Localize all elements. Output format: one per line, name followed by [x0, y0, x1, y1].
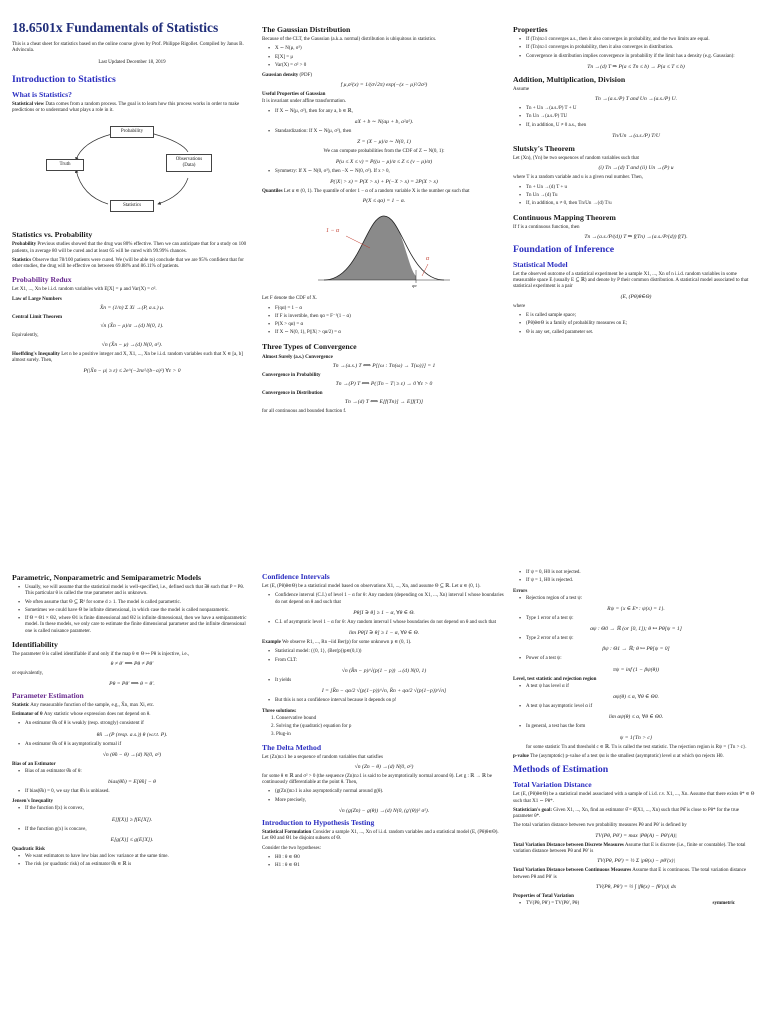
quantile-bullets [268, 306, 506, 337]
list-item: • A test ψ has level α if [519, 684, 759, 690]
list-item: • More precisely, [268, 798, 506, 804]
heading-clt: Central Limit Theorem [12, 314, 63, 320]
example-formula: √n (R̄n − p)/√(p(1 − p)) →(d) N(0, 1) [341, 668, 427, 675]
consistent-formula: θ̂n →(P (resp. a.s.)) θ (w.r.t. P). [96, 731, 168, 738]
column-5 [262, 568, 506, 1024]
yields-formula: I = [R̄n − qα/2 √(p(1−p))/√n, R̄n + qα/2 √(p(1−p))/√n] [321, 688, 447, 695]
delta-bullets [268, 789, 506, 804]
heading-identifiability: Identifiability [12, 640, 58, 650]
list-item: • X ∼ N(μ, σ²) [268, 46, 506, 52]
density-formula: f μ,σ²(x) = 1/(σ√2π) exp(−(x − μ)²/2σ²) [340, 82, 428, 89]
tvd-discrete-formula: TV(Pθ, Pθ′) = ½ Σ |pθ(x) − pθ′(x)| [597, 858, 675, 865]
list-item: • Usually, we will assume that the statistical model is well-specified, i.e., defined such that ∃θ such that P = Pθ. This particular θ is called the true parameter and is unknown. [18, 585, 252, 598]
heading-stat-model: Statistical Model [513, 259, 568, 269]
equivalently: Equivalently, [12, 332, 39, 338]
list-item: • If bias(θ̂n) = 0, we say that θ̂n is unbiased. [18, 789, 252, 795]
list-item: • Confidence interval (C.I.) of level 1 − α for θ: Any random (depending on X1, ..., Xn) interval I whose boundaries do not depend on θ and such that [268, 593, 506, 606]
tvd-definition: The total variation distance between two probability measures Pθ and Pθ′ is defined by [513, 823, 687, 829]
heading-parametric: Parametric, Nonparametric and Semiparametric Models [12, 573, 202, 582]
jensen-convex-formula: E[f(X)] ≥ f(E[X]). [111, 816, 153, 823]
list-item: • E is called sample space; [519, 313, 759, 319]
heading-hypothesis-testing: Introduction to Hypothesis Testing [262, 818, 375, 828]
type1-list [519, 616, 759, 622]
box-probability: Probability [110, 126, 154, 138]
lln-formula: X̄n = (1/n) Σ Xi →(P, a.s.) μ. [99, 304, 165, 311]
type2-formula: βψ : Θ1 → ℝ; θ ↦ Pθ[ψ = 0] [602, 646, 670, 653]
list-item: • Tn Un →(d) Tu [519, 193, 759, 199]
list-item: • If, in addition, U ≠ 0 a.s., then [519, 123, 759, 129]
type2-list [519, 636, 759, 642]
list-item: • Sometimes we could have Θ be infinite dimensional, in which case the model is called nonparametric. [18, 608, 252, 614]
stat-model-formula: (E, (Pθ)θ∈Θ) [620, 293, 652, 300]
box-statistics: Statistics [110, 200, 154, 212]
symmetry-list [268, 169, 506, 175]
level-formula-3: ψ = 1{Tn > c} [619, 734, 653, 741]
unbiased-list [18, 789, 252, 795]
solutions-list [276, 716, 506, 739]
redux-text: Let X1, ..., Xn be i.i.d. random variables with E[X] = μ and Var(X) = σ². [12, 286, 157, 292]
slutsky-where: where T is a random variable and u is a given real number. Then, [513, 175, 643, 181]
where: where [513, 303, 526, 309]
level-list-2 [519, 704, 759, 710]
ci-formula-2: lim Pθ[I ∋ θ] ≥ 1 − α, ∀θ ∈ Θ. [348, 630, 420, 637]
list-item: • If X ∼ N(0, 1), P(|X| > qα/2) = α [268, 330, 506, 336]
heading-tvd: Total Variation Distance [513, 780, 592, 790]
division-formula: Tn/Un →(a.s./P) T/U [612, 133, 660, 140]
estimator-def: Estimator of θ Any statistic whose expression does not depend on θ. [12, 711, 151, 717]
list-item: • Type 2 error of a test ψ: [519, 636, 759, 642]
statistic-def: Statistic Any measurable function of the sample, e.g., X̄n, max Xi, etc. [12, 702, 155, 708]
statistics-example: Statistics Observe that 78/100 patients were cured. We (will be able to) conclude that we are 95% confident that for other studies, the drug will be effective on between 69.88% and 86.11% of patients. [12, 258, 244, 270]
sheet-title: 18.6501x Fundamentals of Statistics [12, 20, 219, 35]
list-item: 2. Solving the (quadratic) equation for p [276, 724, 506, 730]
heading-gaussian: The Gaussian Distribution [262, 25, 351, 34]
ci-formula-1: Pθ[I ∋ θ] ≥ 1 − α, ∀θ ∈ Θ. [353, 609, 415, 616]
heading-three-solutions: Three solutions: [262, 708, 297, 714]
affine-formula: aX + b ∼ N(aμ + b, a²σ²). [354, 119, 414, 126]
list-item: • Θ is any set, called parameter set. [519, 330, 759, 336]
list-item: • P(X > qα) = α [268, 322, 506, 328]
list-item: • C.I. of asymptotic level 1 − α for θ: Any random interval I whose boundaries do not depend on θ and such that [268, 620, 506, 626]
slutsky-formula: (i) Tn →(d) T and (ii) Un →(P) u [598, 165, 674, 172]
list-item: • It yields [268, 678, 506, 684]
heading-jensen: Jensen's Inequality [12, 799, 53, 805]
prob-formula: Tn →(P) T ⟺ P(|Tn − T| ≥ ε) → 0 ∀ε > 0 [335, 380, 433, 387]
jensen-convex-list [18, 806, 252, 812]
heading-confidence-intervals: Confidence Intervals [262, 572, 330, 581]
heading-what-is-statistics: What is Statistics? [12, 89, 72, 99]
bias-list [18, 769, 252, 775]
level-list-3 [519, 724, 759, 730]
list-item: • Statistical model: ({0, 1}, (Ber(p))p∈(0,1)) [268, 649, 506, 655]
example-bullets [268, 649, 506, 664]
heading-stats-vs-prob: Statistics vs. Probability [12, 230, 93, 240]
or-equivalently: or equivalently, [12, 671, 44, 677]
list-item: • H0 : θ ∈ Θ0 [268, 855, 506, 861]
tvd-formula: TV(Pθ, Pθ′) = max |Pθ(A) − Pθ′(A)| [595, 832, 677, 839]
list-item: • TV(Pθ, Pθ′) = TV(Pθ′, Pθ) symmetric [519, 901, 759, 907]
standardization-list [268, 129, 506, 135]
list-item: • If the function g(x) is concave, [18, 827, 252, 833]
column-3 [513, 20, 759, 548]
list-item: • Convergence in distribution implies convergence in probability if the limit has a density (e.g. Gaussian): [519, 54, 759, 60]
useful-text: It is invariant under affine transformation. [262, 99, 347, 105]
list-item: 1. Conservative bound [276, 716, 506, 722]
list-item: • Tn Un →(a.s./P) TU [519, 114, 759, 120]
heading-tv-properties: Properties of Total Variation [513, 893, 574, 899]
addition-bullets [519, 106, 759, 129]
properties-bullets [519, 37, 759, 60]
column-1 [12, 20, 252, 548]
tvd-text: Let (E, (Pθ)θ∈Θ) be a statistical model associated with a sample of i.i.d. r.v. X1, ..., Xn. Assume that there exists θ* ∈ Θ such that X1 ∼ Pθ*. [513, 792, 755, 804]
tvd-continuous-formula: TV(Pθ, Pθ′) = ½ ∫ |fθ(x) − fθ′(x)| dx [595, 883, 677, 890]
list-item: • In general, a test has the form [519, 724, 759, 730]
heading-as-convergence: Almost Surely (a.s.) Convergence [262, 354, 333, 360]
list-item: • The risk (or quadratic risk) of an estimator θ̂n ∈ ℝ is [18, 862, 252, 868]
list-item: 3. Plug-in [276, 732, 506, 738]
type1-formula: αψ : Θ0 → ℝ (or [0, 1]); θ ↦ Pθ[ψ = 1] [590, 626, 682, 633]
heading-delta-method: The Delta Method [262, 742, 322, 752]
rejection-bullets [519, 570, 759, 585]
column-6 [513, 568, 759, 1024]
statistics-cycle-diagram [32, 118, 232, 218]
list-item: • Type 1 error of a test ψ: [519, 616, 759, 622]
rejection-region-list [519, 596, 759, 602]
heading-convergence: Three Types of Convergence [262, 341, 357, 351]
level-formula-1: αψ(θ) ≤ α, ∀θ ∈ Θ0. [613, 694, 659, 701]
list-item: • We want estimators to have low bias and low variance at the same time. [18, 854, 252, 860]
hoeffding-formula: P(|X̄n − μ| ≥ ε) ≤ 2e^(−2nε²/(b−a)²) ∀ε > 0 [83, 367, 181, 374]
list-item: • But this is not a confidence interval because it depends on p! [268, 698, 506, 704]
clt-formula: √n (X̄n − μ)/σ →(d) N(0, 1). [100, 322, 164, 329]
delta-text: Let (Zn)n≥1 be a sequence of random variables that satisfies [262, 754, 383, 760]
as-formula: Tn →(a.s.) T ⟺ P[{ω : Tn(ω) → T(ω)}] = 1 [332, 362, 436, 369]
bell-curve-figure [304, 208, 464, 288]
heading-level: Level, test statistic and rejection region [513, 676, 597, 682]
example: Example We observe R1, ..., Rn ~iid Ber(p) for some unknown p ∈ (0, 1). [262, 640, 412, 646]
jensen-concave-formula: E[g(X)] ≤ g(E[X]). [110, 837, 154, 844]
list-item: • If (Tn)n≥1 converges in probability, then it also converges in distribution. [519, 45, 759, 51]
gaussian-bullets [268, 46, 506, 69]
column-4 [12, 568, 252, 1024]
list-item: • Rejection region of a test ψ: [519, 596, 759, 602]
list-item: • If, in addition, u ≠ 0, then Tn/Un →(d) T/u [519, 201, 759, 207]
bias-formula: bias(θ̂n) = E[θ̂n] − θ [108, 779, 156, 786]
delta-text-2: for some θ ∈ ℝ and σ² > 0 (the sequence (Zn)n≥1 is said to be asymptotically normal around θ). Let g : ℝ → ℝ be continuously differentiable at the point θ. Then, [262, 773, 492, 786]
cmt-formula: Tn →(a.s./P/(d)) T ⇒ f(Tn) →(a.s./P/(d)) f(T). [584, 233, 688, 240]
assume-formula: Tn →(a.s./P) T and Un →(a.s./P) U. [594, 96, 678, 103]
ci-text: Let (E, (Pθ)θ∈Θ) be a statistical model based on observations X1, ..., Xn, and assume Θ ⊆ ℝ. Let α ∈ (0, 1). [262, 584, 481, 589]
list-item: • If the function f(x) is convex, [18, 806, 252, 812]
heading-errors: Errors [513, 588, 528, 594]
area-label: 1 − α [326, 228, 340, 235]
tvd-continuous: Total Variation Distance between Continuous Measures Assume that E is continuous. The total variation distance between Pθ and Pθ′ is [513, 868, 747, 880]
ident-formula-2: Pθ = Pθ′ ⟹ θ = θ′. [109, 680, 155, 687]
heading-prob-convergence: Convergence in Probability [262, 372, 321, 378]
list-item: • If F is invertible, then qα = F⁻¹(1 − α) [268, 314, 506, 320]
heading-prob-redux: Probability Redux [12, 274, 72, 284]
properties-formula: Tn →(d) T ⇒ P(a ≤ Tn ≤ b) → P(a ≤ T ≤ b) [587, 63, 685, 70]
p-value: p-value The (asymptotic) p-value of a test ψα is the smallest (asymptotic) level α at which ψα rejects H0. [513, 753, 724, 759]
box-truth: Truth [46, 159, 84, 171]
level-formula-2: lim αψ(θ) ≤ α, ∀θ ∈ Θ0. [608, 714, 664, 721]
tvd-discrete: Total Variation Distance between Discrete Measures Assume that E is discrete (i.e., finite or countable). The total variation distance between Pθ and Pθ′ is [513, 842, 746, 855]
column-2 [262, 20, 506, 548]
not-ci-list [268, 698, 506, 704]
tail-label: α [426, 256, 430, 263]
hyp-formulation: Statistical Formulation Consider a sample X1, ..., Xn of i.i.d. random variables and a statistical model (E, (Pθ)θ∈Θ). Let Θ0 and Θ1 be disjoint subsets of Θ. [262, 830, 499, 842]
list-item: • We often assume that Θ ⊆ ℝᵈ for some d ≥ 1. The model is called parametric. [18, 600, 252, 606]
heading-dist-convergence: Convergence in Distribution [262, 390, 323, 396]
delta-formula: √n (Zn − θ) →(d) N(0, σ²) [354, 763, 414, 770]
heading-cmt: Continuous Mapping Theorem [513, 212, 616, 222]
clt-formula-2: √n (X̄n − μ) →(d) N(0, σ²). [101, 342, 163, 349]
list-item: • If (Tn)n≥1 converges a.s., then it also converges in probability, and the two limits are equal. [519, 37, 759, 43]
heading-quadratic-risk: Quadratic Risk [12, 847, 45, 853]
heading-addition: Addition, Multiplication, Division [513, 74, 626, 84]
heading-properties: Properties [513, 25, 548, 34]
power-list [519, 656, 759, 662]
ci-list-2 [268, 620, 506, 626]
hyp-bullets [268, 855, 506, 870]
section-intro-statistics: Introduction to Statistics [12, 73, 116, 85]
consider: Consider the two hypotheses: [262, 845, 322, 851]
symmetry-formula: P(|X| > x) = P(X > x) + P(−X > x) = 2P(X > x) [330, 178, 438, 185]
list-item: • E[X] = μ [268, 55, 506, 61]
level-list-1 [519, 684, 759, 690]
list-item: • From CLT: [268, 658, 506, 664]
bell-curve [304, 208, 464, 288]
parametric-bullets [18, 585, 252, 635]
list-item: • Tn + Un →(d) T + u [519, 185, 759, 191]
tv-properties-list [519, 901, 759, 907]
list-item: • If ψ = 0, H0 is not rejected. [519, 570, 759, 576]
cdf-formula: P(u ≤ X ≤ v) = P((u − μ)/σ ≤ Z ≤ (v − μ)/σ) [335, 158, 433, 165]
symmetric-label: symmetric [712, 900, 735, 906]
list-item: • F(qα) = 1 − α [268, 306, 506, 312]
heading-slutsky: Slutsky's Theorem [513, 144, 575, 154]
stat-model-text: Let the observed outcome of a statistical experiment be a sample X1, ..., Xn of n i.i.d. random variables in some measurable space E (usually E ⊆ ℝ) and denote by P their common distribution. A statistical model associated to that statistical experiment is a pair [513, 271, 749, 290]
heading-lln: Law of Large Numbers [12, 296, 62, 302]
delta-formula-2: √n (g(Zn) − g(θ)) →(d) N(0, (g′(θ))² σ²). [338, 808, 430, 815]
heading-bias: Bias of an Estimator [12, 761, 56, 767]
dist-formula: Tn →(d) T ⟺ E[f(Tn)] → E[f(T)] [344, 398, 424, 405]
statistical-view: Statistical view Data comes from a random process. The goal is to learn how this process works in order to make predictions or to understand what plays a role in it. [12, 101, 240, 114]
slutsky-bullets [519, 185, 759, 208]
list-item: • (g(Zn))n≥1 is also asymptotically normal around g(θ). [268, 789, 506, 795]
list-item: • Tn + Un →(a.s./P) T + U [519, 106, 759, 112]
level-text: for some statistic Tn and threshold c ∈ ℝ. Tn is called the test statistic. The rejection region is Rψ = {Tn > c}. [526, 744, 747, 750]
list-item: • If X ∼ N(μ, σ²), then for any a, b ∈ ℝ, [268, 109, 506, 115]
quantiles: Quantiles Let α ∈ (0, 1). The quantile of order 1 − α of a random variable X is the number qα such that [262, 188, 470, 194]
statisticians-goal: Statistician's goal: Given X1, ..., Xn, find an estimator θ̂ = θ̂(X1, ..., Xn) such that Pθ̂ is close to Pθ* for the true parameter θ*. [513, 807, 739, 820]
list-item: • Symmetry: If X ∼ N(0, σ²), then −X ∼ N(0, σ²). If x > 0, [268, 169, 506, 175]
section-methods-estimation: Methods of Estimation [513, 764, 609, 776]
asymp-list [18, 742, 252, 748]
dist-note: for all continuous and bounded function f. [262, 408, 347, 414]
slutsky-text: Let (Xn), (Yn) be two sequences of random variables such that [513, 156, 639, 162]
cdf-def: Let F denote the CDF of X. [262, 296, 318, 302]
gaussian-text: Because of the CLT, the Gaussian (a.k.a. normal) distribution is ubiquitous in statistics. [262, 37, 437, 42]
ci-list-1 [268, 593, 506, 606]
jensen-concave-list [18, 827, 252, 833]
quantile-formula: P(X ≤ qα) = 1 − α. [362, 198, 406, 205]
std-formula: Z = (X − μ)/σ ∼ N(0, 1) [357, 139, 411, 146]
list-item: • An estimator θ̂n of θ is weakly (resp. strongly) consistent if [18, 721, 252, 727]
yields-list [268, 678, 506, 684]
where-bullets [519, 313, 759, 336]
list-item: • Standardization: If X ∼ N(μ, σ²), then [268, 129, 506, 135]
rejection-formula: Rψ = {x ∈ Eⁿ : ψ(x) = 1}. [607, 605, 665, 612]
box-observations: Observations (Data) [166, 154, 212, 172]
heading-useful-properties: Useful Properties of Gaussian [262, 92, 326, 98]
list-item: • Var(X) = σ² > 0 [268, 63, 506, 69]
ident-text: The parameter θ is called identifiable if and only if the map θ ∈ Θ ↦ Pθ is injective, i.e., [12, 652, 190, 658]
list-item: • (Pθ)θ∈Θ is a family of probability measures on E; [519, 321, 759, 327]
useful-bullets [268, 109, 506, 115]
list-item: • An estimator θ̂n of θ is asymptotically normal if [18, 742, 252, 748]
last-updated: Last Updated December 18, 2019 [98, 59, 166, 65]
probability-example: Probability Previous studies showed that the drug was 80% effective. Then we can anticipate that for a study on 100 patients, in average 80 will be cured and at least 65 will be cured with 99.99% chances. [12, 242, 247, 254]
list-item: • If ψ = 1, H0 is rejected. [519, 578, 759, 584]
ident-formula: θ ≠ θ′ ⟹ Pθ ≠ Pθ′ [110, 661, 154, 668]
list-item: • Bias of an estimator θ̂n of θ: [18, 769, 252, 775]
hoeffding: Hoeffding's Inequality Let n be a positive integer and X, X1, ..., Xn be i.i.d. random variables such that X ∈ [a, b] almost surely. Then, [12, 352, 243, 364]
consistent-list [18, 721, 252, 727]
section-foundation: Foundation of Inference [513, 243, 615, 255]
power-formula: πψ = inf (1 − βψ(θ)) [613, 666, 659, 673]
cdf-text: We can compute probabilities from the CDF of Z ∼ N(0, 1): [323, 149, 445, 155]
list-item: • A test ψ has asymptotic level α if [519, 704, 759, 710]
quadratic-bullets [18, 854, 252, 869]
asymp-formula: √n (θ̂n − θ) →(d) N(0, σ²) [102, 751, 162, 758]
quantile-label: qα [412, 283, 417, 289]
list-item: • H1 : θ ∈ Θ1 [268, 863, 506, 869]
list-item: • Power of a test ψ: [519, 656, 759, 662]
intro-text: This is a cheat sheet for statistics based on the online course given by Prof. Philippe Rigollet. Compiled by Janus B. Advincula. [12, 42, 244, 54]
heading-param-estimation: Parameter Estimation [12, 690, 84, 700]
assume: Assume [513, 86, 530, 92]
cmt-text: If f is a continuous function, then [513, 224, 580, 230]
list-item: • If Θ = Θ1 × Θ2, where Θ1 is finite dimensional and Θ2 is infinite dimensional, then we have a semiparametric model. In these models, we only care to estimate the finite dimensional parameter and the infinite dimensional one is called nuisance parameter. [18, 616, 252, 635]
gaussian-density: Gaussian density (PDF) [262, 73, 313, 79]
